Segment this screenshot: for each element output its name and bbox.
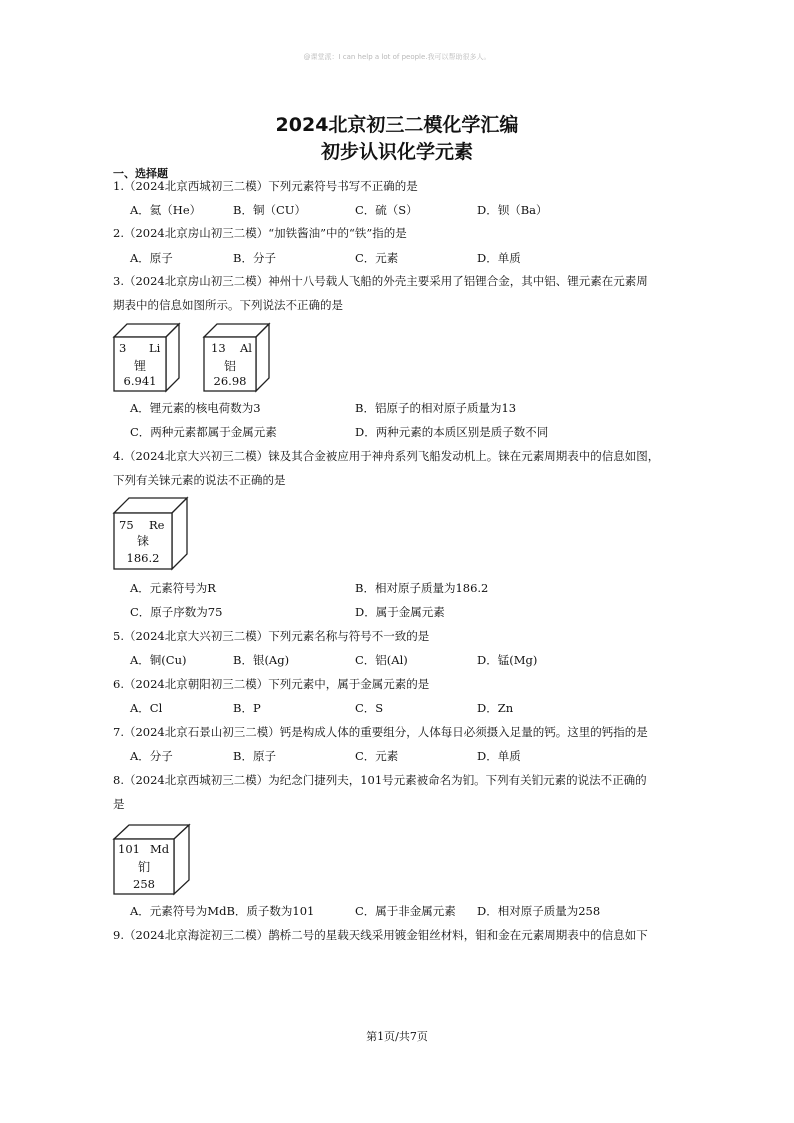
question-8-options <box>130 903 690 923</box>
element-name: 铝 <box>223 359 236 373</box>
option-b: B．分子 <box>233 251 276 265</box>
element-name: 铼 <box>136 534 149 548</box>
question-3-options-row1 <box>130 400 690 420</box>
option-d: D．属于金属元素 <box>355 605 445 619</box>
question-4-stem-line2: 下列有关铼元素的说法不正确的是 <box>113 473 286 487</box>
option-d: D．相对原子质量为258 <box>477 904 601 918</box>
question-4-options-row1 <box>130 580 690 600</box>
option-c: C．硫（S） <box>355 203 418 217</box>
question-4-options-row2 <box>130 604 690 624</box>
option-b: B．原子 <box>233 749 276 763</box>
question-5-options <box>130 652 690 672</box>
atomic-number: 75 <box>119 518 134 532</box>
option-a: A．锂元素的核电荷数为3 <box>130 401 261 415</box>
element-card-rhenium <box>113 496 189 570</box>
section-title: 一、选择题 <box>113 167 168 180</box>
atomic-mass: 26.98 <box>213 374 247 388</box>
document-subtitle: 初步认识化学元素 <box>320 141 473 163</box>
question-6-options <box>130 700 690 720</box>
option-c: C．元素 <box>355 251 399 265</box>
option-b: B．相对原子质量为186.2 <box>355 581 489 595</box>
option-c: C．元素 <box>355 749 399 763</box>
element-symbol: Md <box>150 842 170 856</box>
element-card-mendelevium <box>113 823 191 895</box>
option-d: D．单质 <box>477 251 521 265</box>
element-symbol: Li <box>149 341 161 355</box>
option-d: D．单质 <box>477 749 521 763</box>
option-a: A．铜(Cu) <box>130 653 187 667</box>
option-b: B．铜（CU） <box>233 203 306 217</box>
question-9-stem: 9.（2024北京海淀初三二模）鹊桥二号的星载天线采用镀金钼丝材料，钼和金在元素周期表中的信息如下 <box>113 928 648 942</box>
question-3-options-row2 <box>130 424 690 444</box>
question-8-stem-line1: 8.（2024北京西城初三二模）为纪念门捷列夫，101号元素被命名为钔。下列有关钔元素的说法不正确的 <box>113 773 647 787</box>
option-a: A．元素符号为R <box>130 581 216 595</box>
option-a: A．原子 <box>130 251 173 265</box>
option-d: D．两种元素的本质区别是质子数不同 <box>355 425 549 439</box>
option-b: B．铝原子的相对原子质量为13 <box>355 401 517 415</box>
question-3-stem-line2: 期表中的信息如图所示。下列说法不正确的是 <box>113 298 343 312</box>
atomic-number: 101 <box>118 842 140 856</box>
option-b: B．P <box>233 701 261 715</box>
question-6-stem: 6.（2024北京朝阳初三二模）下列元素中，属于金属元素的是 <box>113 677 430 691</box>
element-symbol: Re <box>149 518 165 532</box>
option-d: D．Zn <box>477 701 514 715</box>
atomic-mass: 6.941 <box>123 374 157 388</box>
question-7-options <box>130 748 690 768</box>
question-1-options <box>130 202 690 222</box>
option-c: C．属于非金属元素 <box>355 904 456 918</box>
element-card-lithium <box>113 322 181 392</box>
option-c: C．两种元素都属于金属元素 <box>130 425 277 439</box>
option-d: D．钡（Ba） <box>477 203 548 217</box>
document-title: 2024北京初三二模化学汇编 <box>275 114 519 136</box>
question-4-stem-line1: 4.（2024北京大兴初三二模）铼及其合金被应用于神舟系列飞船发动机上。铼在元素周期表中的信息如图， <box>113 449 660 463</box>
page-number: 第1页/共7页 <box>366 1030 428 1043</box>
question-2-options <box>130 250 690 270</box>
question-1-stem: 1.（2024北京西城初三二模）下列元素符号书写不正确的是 <box>113 179 418 193</box>
watermark: @课堂派：I can help a lot of people.我可以帮助很多人。 <box>303 53 491 61</box>
option-b: B．银(Ag) <box>233 653 290 667</box>
option-a-b: A．元素符号为MdB．质子数为101 <box>130 904 315 918</box>
element-card-aluminium <box>203 322 271 392</box>
option-c: C．原子序数为75 <box>130 605 223 619</box>
atomic-mass: 258 <box>133 877 155 891</box>
option-c: C．S <box>355 701 384 715</box>
element-name: 锂 <box>133 359 146 373</box>
question-5-stem: 5.（2024北京大兴初三二模）下列元素名称与符号不一致的是 <box>113 629 430 643</box>
option-a: A．氦（He） <box>130 203 202 217</box>
element-name: 钔 <box>137 860 150 874</box>
atomic-mass: 186.2 <box>126 551 160 565</box>
question-7-stem: 7.（2024北京石景山初三二模）钙是构成人体的重要组分，人体每日必须摄入足量的钙。这里的钙指的是 <box>113 725 648 739</box>
option-a: A．分子 <box>130 749 173 763</box>
question-8-stem-line2: 是 <box>113 797 125 811</box>
option-a: A．Cl <box>130 701 163 715</box>
option-c: C．铝(Al) <box>355 653 408 667</box>
question-2-stem: 2.（2024北京房山初三二模）“加铁酱油”中的“铁”指的是 <box>113 226 407 240</box>
option-d: D．锰(Mg) <box>477 653 538 667</box>
atomic-number: 3 <box>119 341 127 355</box>
question-3-stem-line1: 3.（2024北京房山初三二模）神州十八号载人飞船的外壳主要采用了铝锂合金，其中铝、锂元素在元素周 <box>113 274 648 288</box>
atomic-number: 13 <box>211 341 226 355</box>
element-symbol: Al <box>240 341 252 355</box>
